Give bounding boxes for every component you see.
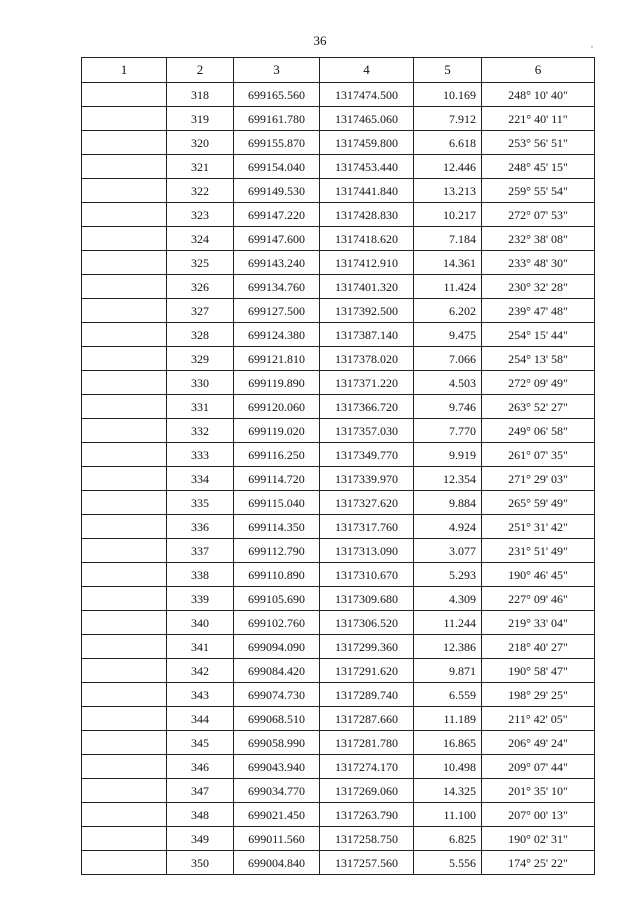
- cell-section: [82, 251, 167, 275]
- cell-bearing: 190° 02' 31": [482, 827, 595, 851]
- cell-point-number: 324: [167, 227, 234, 251]
- column-header-6: 6: [482, 58, 595, 83]
- cell-x-coordinate: 699147.220: [234, 203, 320, 227]
- cell-y-coordinate: 1317306.520: [320, 611, 414, 635]
- table-row: [82, 107, 595, 131]
- cell-y-coordinate: 1317313.090: [320, 539, 414, 563]
- cell-distance: 11.424: [414, 275, 482, 299]
- cell-section: [82, 443, 167, 467]
- cell-section: [82, 179, 167, 203]
- cell-section: [82, 419, 167, 443]
- cell-point-number: 337: [167, 539, 234, 563]
- cell-x-coordinate: 699134.760: [234, 275, 320, 299]
- cell-point-number: 326: [167, 275, 234, 299]
- cell-distance: 7.770: [414, 419, 482, 443]
- cell-distance: 11.189: [414, 707, 482, 731]
- cell-y-coordinate: 1317317.760: [320, 515, 414, 539]
- cell-section: [82, 323, 167, 347]
- cell-distance: 10.498: [414, 755, 482, 779]
- cell-bearing: 233° 48' 30": [482, 251, 595, 275]
- page-number: 36: [313, 33, 327, 48]
- cell-distance: 14.361: [414, 251, 482, 275]
- cell-point-number: 323: [167, 203, 234, 227]
- table-row: [82, 467, 595, 491]
- cell-x-coordinate: 699116.250: [234, 443, 320, 467]
- cell-x-coordinate: 699154.040: [234, 155, 320, 179]
- cell-x-coordinate: 699115.040: [234, 491, 320, 515]
- cell-bearing: 227° 09' 46": [482, 587, 595, 611]
- cell-y-coordinate: 1317453.440: [320, 155, 414, 179]
- cell-distance: 11.100: [414, 803, 482, 827]
- cell-distance: 13.213: [414, 179, 482, 203]
- cell-x-coordinate: 699074.730: [234, 683, 320, 707]
- cell-section: [82, 275, 167, 299]
- cell-bearing: 207° 00' 13": [482, 803, 595, 827]
- header-row: [82, 58, 595, 83]
- cell-x-coordinate: 699120.060: [234, 395, 320, 419]
- cell-x-coordinate: 699034.770: [234, 779, 320, 803]
- cell-x-coordinate: 699011.560: [234, 827, 320, 851]
- table-row: [82, 827, 595, 851]
- cell-y-coordinate: 1317339.970: [320, 467, 414, 491]
- cell-distance: 11.244: [414, 611, 482, 635]
- cell-bearing: 174° 25' 22": [482, 851, 595, 875]
- cell-bearing: 265° 59' 49": [482, 491, 595, 515]
- cell-y-coordinate: 1317289.740: [320, 683, 414, 707]
- cell-section: [82, 827, 167, 851]
- cell-section: [82, 851, 167, 875]
- cell-section: [82, 731, 167, 755]
- cell-point-number: 322: [167, 179, 234, 203]
- cell-section: [82, 803, 167, 827]
- column-header-4: 4: [320, 58, 414, 83]
- cell-y-coordinate: 1317441.840: [320, 179, 414, 203]
- cell-y-coordinate: 1317269.060: [320, 779, 414, 803]
- cell-point-number: 343: [167, 683, 234, 707]
- cell-x-coordinate: 699161.780: [234, 107, 320, 131]
- cell-bearing: 248° 10' 40": [482, 83, 595, 107]
- table-row: [82, 515, 595, 539]
- cell-point-number: 349: [167, 827, 234, 851]
- cell-distance: 9.871: [414, 659, 482, 683]
- margin-mark: ,: [591, 40, 593, 49]
- cell-point-number: 329: [167, 347, 234, 371]
- cell-point-number: 344: [167, 707, 234, 731]
- cell-distance: 4.924: [414, 515, 482, 539]
- cell-distance: 7.912: [414, 107, 482, 131]
- cell-distance: 10.169: [414, 83, 482, 107]
- cell-point-number: 345: [167, 731, 234, 755]
- table-row: [82, 635, 595, 659]
- cell-section: [82, 563, 167, 587]
- cell-section: [82, 371, 167, 395]
- table-row: [82, 395, 595, 419]
- cell-y-coordinate: 1317291.620: [320, 659, 414, 683]
- cell-x-coordinate: 699149.530: [234, 179, 320, 203]
- cell-section: [82, 227, 167, 251]
- cell-bearing: 219° 33' 04": [482, 611, 595, 635]
- cell-y-coordinate: 1317263.790: [320, 803, 414, 827]
- cell-bearing: 201° 35' 10": [482, 779, 595, 803]
- cell-point-number: 333: [167, 443, 234, 467]
- cell-x-coordinate: 699084.420: [234, 659, 320, 683]
- cell-bearing: 221° 40' 11": [482, 107, 595, 131]
- cell-point-number: 339: [167, 587, 234, 611]
- cell-section: [82, 83, 167, 107]
- cell-section: [82, 395, 167, 419]
- cell-y-coordinate: 1317428.830: [320, 203, 414, 227]
- cell-section: [82, 539, 167, 563]
- cell-section: [82, 611, 167, 635]
- cell-y-coordinate: 1317465.060: [320, 107, 414, 131]
- cell-point-number: 347: [167, 779, 234, 803]
- cell-point-number: 319: [167, 107, 234, 131]
- cell-section: [82, 755, 167, 779]
- cell-y-coordinate: 1317378.020: [320, 347, 414, 371]
- cell-distance: 3.077: [414, 539, 482, 563]
- cell-bearing: 190° 46' 45": [482, 563, 595, 587]
- cell-x-coordinate: 699155.870: [234, 131, 320, 155]
- cell-bearing: 249° 06' 58": [482, 419, 595, 443]
- table-row: [82, 563, 595, 587]
- cell-x-coordinate: 699110.890: [234, 563, 320, 587]
- cell-distance: 12.446: [414, 155, 482, 179]
- cell-distance: 9.884: [414, 491, 482, 515]
- cell-distance: 6.202: [414, 299, 482, 323]
- cell-point-number: 320: [167, 131, 234, 155]
- cell-y-coordinate: 1317474.500: [320, 83, 414, 107]
- table-row: [82, 755, 595, 779]
- cell-point-number: 328: [167, 323, 234, 347]
- cell-y-coordinate: 1317327.620: [320, 491, 414, 515]
- table-row: [82, 131, 595, 155]
- cell-bearing: 211° 42' 05": [482, 707, 595, 731]
- cell-bearing: 254° 15' 44": [482, 323, 595, 347]
- cell-distance: 5.293: [414, 563, 482, 587]
- cell-bearing: 261° 07' 35": [482, 443, 595, 467]
- cell-bearing: 206° 49' 24": [482, 731, 595, 755]
- cell-y-coordinate: 1317281.780: [320, 731, 414, 755]
- column-header-5: 5: [414, 58, 482, 83]
- cell-bearing: 254° 13' 58": [482, 347, 595, 371]
- cell-x-coordinate: 699147.600: [234, 227, 320, 251]
- cell-y-coordinate: 1317310.670: [320, 563, 414, 587]
- column-header-3: 3: [234, 58, 320, 83]
- cell-bearing: 231° 51' 49": [482, 539, 595, 563]
- cell-y-coordinate: 1317309.680: [320, 587, 414, 611]
- cell-section: [82, 707, 167, 731]
- column-header-2: 2: [167, 58, 234, 83]
- table-row: [82, 371, 595, 395]
- cell-x-coordinate: 699114.350: [234, 515, 320, 539]
- cell-x-coordinate: 699119.020: [234, 419, 320, 443]
- table-row: [82, 299, 595, 323]
- cell-distance: 6.559: [414, 683, 482, 707]
- cell-bearing: 263° 52' 27": [482, 395, 595, 419]
- cell-point-number: 330: [167, 371, 234, 395]
- cell-y-coordinate: 1317287.660: [320, 707, 414, 731]
- cell-bearing: 272° 07' 53": [482, 203, 595, 227]
- table-row: [82, 539, 595, 563]
- cell-bearing: 248° 45' 15": [482, 155, 595, 179]
- cell-section: [82, 587, 167, 611]
- coordinates-table: [81, 57, 595, 875]
- cell-x-coordinate: 699058.990: [234, 731, 320, 755]
- cell-x-coordinate: 699112.790: [234, 539, 320, 563]
- cell-distance: 9.746: [414, 395, 482, 419]
- cell-x-coordinate: 699165.560: [234, 83, 320, 107]
- cell-distance: 10.217: [414, 203, 482, 227]
- cell-bearing: 251° 31' 42": [482, 515, 595, 539]
- cell-x-coordinate: 699068.510: [234, 707, 320, 731]
- cell-point-number: 335: [167, 491, 234, 515]
- cell-section: [82, 107, 167, 131]
- table-row: [82, 155, 595, 179]
- cell-x-coordinate: 699102.760: [234, 611, 320, 635]
- cell-x-coordinate: 699127.500: [234, 299, 320, 323]
- cell-point-number: 340: [167, 611, 234, 635]
- cell-x-coordinate: 699119.890: [234, 371, 320, 395]
- table-row: [82, 803, 595, 827]
- cell-point-number: 341: [167, 635, 234, 659]
- cell-section: [82, 779, 167, 803]
- cell-distance: 6.825: [414, 827, 482, 851]
- table-row: [82, 179, 595, 203]
- cell-section: [82, 347, 167, 371]
- cell-x-coordinate: 699124.380: [234, 323, 320, 347]
- cell-section: [82, 299, 167, 323]
- cell-distance: 9.475: [414, 323, 482, 347]
- cell-y-coordinate: 1317274.170: [320, 755, 414, 779]
- table-row: [82, 707, 595, 731]
- table-body: [82, 83, 595, 875]
- table-row: [82, 419, 595, 443]
- cell-y-coordinate: 1317412.910: [320, 251, 414, 275]
- cell-section: [82, 467, 167, 491]
- cell-bearing: 190° 58' 47": [482, 659, 595, 683]
- table-row: [82, 227, 595, 251]
- cell-distance: 4.503: [414, 371, 482, 395]
- cell-y-coordinate: 1317401.320: [320, 275, 414, 299]
- cell-distance: 4.309: [414, 587, 482, 611]
- cell-distance: 16.865: [414, 731, 482, 755]
- table-row: [82, 203, 595, 227]
- table-row: [82, 491, 595, 515]
- cell-distance: 7.184: [414, 227, 482, 251]
- cell-point-number: 336: [167, 515, 234, 539]
- table-row: [82, 611, 595, 635]
- cell-section: [82, 635, 167, 659]
- cell-section: [82, 155, 167, 179]
- cell-y-coordinate: 1317349.770: [320, 443, 414, 467]
- cell-y-coordinate: 1317357.030: [320, 419, 414, 443]
- cell-section: [82, 131, 167, 155]
- cell-x-coordinate: 699021.450: [234, 803, 320, 827]
- cell-y-coordinate: 1317366.720: [320, 395, 414, 419]
- cell-point-number: 318: [167, 83, 234, 107]
- table-row: [82, 851, 595, 875]
- cell-bearing: 239° 47' 48": [482, 299, 595, 323]
- cell-x-coordinate: 699114.720: [234, 467, 320, 491]
- cell-point-number: 348: [167, 803, 234, 827]
- cell-distance: 7.066: [414, 347, 482, 371]
- cell-y-coordinate: 1317257.560: [320, 851, 414, 875]
- table-row: [82, 347, 595, 371]
- cell-y-coordinate: 1317387.140: [320, 323, 414, 347]
- table-row: [82, 659, 595, 683]
- cell-bearing: 259° 55' 54": [482, 179, 595, 203]
- cell-y-coordinate: 1317258.750: [320, 827, 414, 851]
- cell-section: [82, 203, 167, 227]
- cell-y-coordinate: 1317371.220: [320, 371, 414, 395]
- cell-section: [82, 515, 167, 539]
- cell-point-number: 321: [167, 155, 234, 179]
- cell-y-coordinate: 1317418.620: [320, 227, 414, 251]
- cell-distance: 14.325: [414, 779, 482, 803]
- cell-distance: 9.919: [414, 443, 482, 467]
- table-row: [82, 443, 595, 467]
- cell-bearing: 209° 07' 44": [482, 755, 595, 779]
- cell-point-number: 332: [167, 419, 234, 443]
- cell-section: [82, 683, 167, 707]
- cell-point-number: 342: [167, 659, 234, 683]
- table-row: [82, 587, 595, 611]
- cell-point-number: 338: [167, 563, 234, 587]
- cell-point-number: 346: [167, 755, 234, 779]
- cell-x-coordinate: 699004.840: [234, 851, 320, 875]
- table-row: [82, 683, 595, 707]
- cell-x-coordinate: 699121.810: [234, 347, 320, 371]
- cell-bearing: 271° 29' 03": [482, 467, 595, 491]
- cell-x-coordinate: 699105.690: [234, 587, 320, 611]
- cell-section: [82, 659, 167, 683]
- cell-distance: 12.354: [414, 467, 482, 491]
- cell-bearing: 253° 56' 51": [482, 131, 595, 155]
- cell-distance: 6.618: [414, 131, 482, 155]
- cell-point-number: 331: [167, 395, 234, 419]
- cell-bearing: 232° 38' 08": [482, 227, 595, 251]
- cell-x-coordinate: 699143.240: [234, 251, 320, 275]
- table-row: [82, 731, 595, 755]
- cell-distance: 12.386: [414, 635, 482, 659]
- cell-bearing: 230° 32' 28": [482, 275, 595, 299]
- cell-x-coordinate: 699094.090: [234, 635, 320, 659]
- cell-y-coordinate: 1317459.800: [320, 131, 414, 155]
- cell-x-coordinate: 699043.940: [234, 755, 320, 779]
- table-row: [82, 275, 595, 299]
- cell-section: [82, 491, 167, 515]
- cell-point-number: 327: [167, 299, 234, 323]
- cell-distance: 5.556: [414, 851, 482, 875]
- cell-point-number: 350: [167, 851, 234, 875]
- cell-y-coordinate: 1317392.500: [320, 299, 414, 323]
- cell-y-coordinate: 1317299.360: [320, 635, 414, 659]
- table-row: [82, 779, 595, 803]
- table-row: [82, 83, 595, 107]
- table-row: [82, 251, 595, 275]
- cell-bearing: 218° 40' 27": [482, 635, 595, 659]
- cell-bearing: 272° 09' 49": [482, 371, 595, 395]
- cell-point-number: 325: [167, 251, 234, 275]
- cell-point-number: 334: [167, 467, 234, 491]
- cell-bearing: 198° 29' 25": [482, 683, 595, 707]
- table-row: [82, 323, 595, 347]
- column-header-1: 1: [82, 58, 167, 83]
